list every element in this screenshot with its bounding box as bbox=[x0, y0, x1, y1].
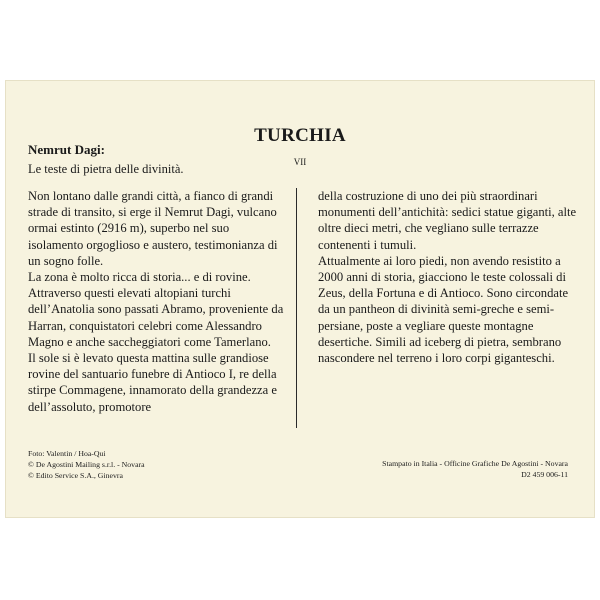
product-code: D2 459 006-11 bbox=[521, 470, 568, 479]
credit-line: Stampato in Italia - Officine Grafiche De Agostini - Novara bbox=[382, 459, 568, 468]
postcard-back bbox=[5, 80, 595, 518]
printer-credits bbox=[382, 458, 568, 480]
page-title: TURCHIA bbox=[254, 125, 346, 146]
section-heading: Nemrut Dagi: bbox=[28, 142, 105, 157]
paragraph: La zona è molto ricca di storia... e di rovine. Attraverso questi elevati altopiani turchi dell’Anatolia sono passati Abramo, proveniente da Harran, conquistatori celebri come Alessandro Magno e anche saccheggiatori come Tamerlano. bbox=[28, 270, 284, 349]
credit-line: Foto: Valentin / Hoa-Qui bbox=[28, 449, 106, 458]
credit-line: © De Agostini Mailing s.r.l. - Novara bbox=[28, 460, 145, 469]
paragraph: Non lontano dalle grandi città, a fianco di grandi strade di transito, si erge il Nemrut Dagi, vulcano ormai estinto (2916 m), superbo nel suo isolamento orgoglioso e austero, testimonianza di un sogno folle. bbox=[28, 189, 278, 268]
paragraph: Attualmente ai loro piedi, non avendo resistito a 2000 anni di storia, giacciono le teste colossali di Zeus, della Fortuna e di Antioco. Sono circondate da un pantheon di divinità semi-greche e semi-persiane, poste a vegliare queste montagne desertiche. Simili ad iceberg di pietra, sembrano nascondere nel terreno i loro corpi giganteschi. bbox=[318, 253, 569, 366]
text-column-left bbox=[28, 188, 297, 428]
paragraph: Il sole si è levato questa mattina sulle grandiose rovine del santuario funebre di Antioco I, re della stirpe Commagene, innamorato della grandezza e dell’assoluto, promotore bbox=[28, 351, 277, 414]
volume-number: VII bbox=[293, 157, 307, 167]
photo-credits bbox=[28, 448, 145, 481]
text-column-right bbox=[318, 188, 580, 366]
section-subtitle: Le teste di pietra delle divinità. bbox=[28, 162, 184, 176]
paragraph: della costruzione di uno dei più straordinari monumenti dell’antichità: sedici statue giganti, alte oltre dieci metri, che vegliano sulle terrazze contenenti i tumuli. bbox=[318, 189, 577, 252]
credit-line: © Edito Service S.A., Ginevra bbox=[28, 471, 123, 480]
